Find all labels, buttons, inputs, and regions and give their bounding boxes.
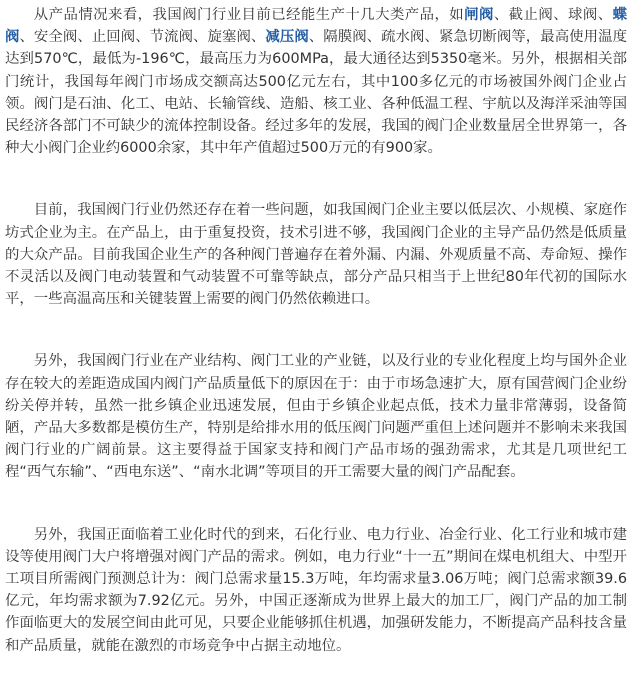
paragraph-industry-structure: 另外，我国阀门行业在产业结构、阀门工业的产业链，以及行业的专业化程度上均与国外企业存在较大的差距造成国内阀门产品质量低下的原因在于：由于市场急速扩大，原有国营阀门企业纷纷关停并转，虽然一批乡镇企业迅速发展，但由于乡镇企业起点低，技术力量非常薄弱，设备简陋，产品大多数都是模仿生产，特别是给排水用的低压阀门问题严重但上述问题并不影响未来我国阀门行业的广阔前景。这主要得益于国家支持和阀门产品市场的强劲需求，尤其是几项世纪工程“西气东输”、“西电东送”、“南水北调”等项目的开工需要大量的阀门产品配套。 bbox=[5, 353, 627, 481]
pressure-reducing-valve-link[interactable]: 减压阀 bbox=[265, 29, 309, 46]
paragraph-text: 、隔膜阀、疏水阀、紧急切断阀等，最高使用温度达到570℃，最低为-196℃，最高压力为600MPa，最大通径达到5350毫米。另外，根据相关部门统计，我国每年阀门市场成交额高达500亿元左右，其中100多亿元的市场被国外阀门企业占领。阀门是石油、化工、电站、长输管线、造船、核工业、各种低温工程、宇航以及海洋采油等国民经济各部门不可缺少的流体控制设备。经过多年的发展，我国的阀门企业数量居全世界第一，各种大小阀门企业约6000余家，其中年产值超过500万元的有900家。 bbox=[5, 29, 627, 157]
butterfly-valve-link[interactable]: 蝶阀 bbox=[5, 7, 627, 46]
gate-valve-link[interactable]: 闸阀 bbox=[464, 7, 494, 23]
paragraph-text: 、截止阀、球阀、 bbox=[493, 7, 613, 23]
paragraph-text: 从产品情况来看，我国阀门行业目前已经能生产十几大类产品，如 bbox=[33, 7, 465, 23]
article-body bbox=[5, 4, 627, 657]
paragraph-industry-problems: 目前，我国阀门行业仍然还存在着一些问题，如我国阀门企业主要以低层次、小规模、家庭作坊式企业为主。在产品上，由于重复投资，技术引进不够，我国阀门企业的主导产品仍然是低质量的大众产品。目前我国企业生产的各种阀门普遍存在着外漏、内漏、外观质量不高、寿命短、操作不灵活以及阀门电动装置和气动装置不可靠等缺点，部分产品只相当于上世纪80年代初的国际水平，一些高温高压和关键装置上需要的阀门仍然依赖进口。 bbox=[5, 202, 627, 308]
paragraph-market-demand: 另外，我国正面临着工业化时代的到来，石化行业、电力行业、冶金行业、化工行业和城市建设等使用阀门大户将增强对阀门产品的需求。例如，电力行业“十一五”期间在煤电机组大、中型开工项目所需阀门预测总计为：阀门总需求量15.3万吨，年均需求量3.06万吨；阀门总需求额39.6亿元，年均需求额为7.92亿元。另外，中国正逐渐成为世界上最大的加工厂，阀门产品的加工制作面临更大的发展空间由此可见，只要企业能够抓住机遇，加强研发能力，不断提高产品科技含量和产品质量，就能在激烈的市场竞争中占据主动地位。 bbox=[5, 526, 627, 654]
paragraph-product-overview bbox=[5, 4, 627, 159]
paragraph-text: 、安全阀、止回阀、节流阀、旋塞阀、 bbox=[19, 29, 266, 46]
